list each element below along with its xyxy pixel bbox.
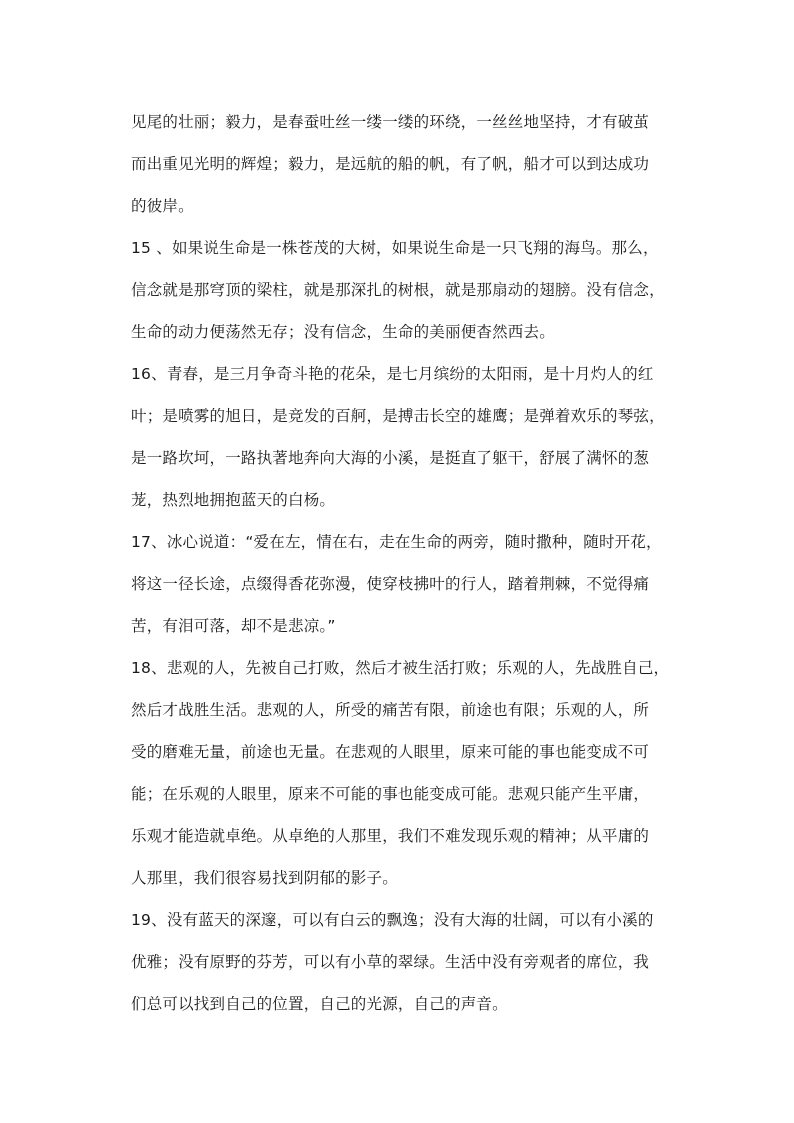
paragraph-willpower <box>131 101 691 227</box>
text-line: 乐观才能造就卓绝。从卓绝的人那里，我们不难发现乐观的精神；从平庸的 <box>131 827 650 845</box>
text-line: 将这一径长途，点缀得香花弥漫，使穿枝拂叶的行人，踏着荆棘，不觉得痛 <box>131 575 650 593</box>
text-line: 人那里，我们很容易找到阴郁的影子。 <box>131 869 398 887</box>
paragraph-16 <box>131 353 691 521</box>
text-line: 生命的动力便荡然无存；没有信念，生命的美丽便杳然西去。 <box>131 323 555 341</box>
text-line: 而出重见光明的辉煌；毅力，是远航的船的帆，有了帆，船才可以到达成功 <box>131 155 650 173</box>
paragraph-19 <box>131 899 691 1025</box>
text-line: 见尾的壮丽；毅力，是春蚕吐丝一缕一缕的环绕，一丝丝地坚持，才有破茧 <box>131 113 650 131</box>
text-line: 受的磨难无量，前途也无量。在悲观的人眼里，原来可能的事也能变成不可 <box>131 743 650 761</box>
text-line: 然后才战胜生活。悲观的人，所受的痛苦有限，前途也有限；乐观的人，所 <box>131 701 650 719</box>
text-line: 15 、如果说生命是一株苍茂的大树，如果说生命是一只飞翔的海鸟。那么， <box>131 239 659 257</box>
text-line: 是一路坎坷，一路执著地奔向大海的小溪，是挺直了躯干，舒展了满怀的葱 <box>131 449 650 467</box>
text-line: 叶；是喷雾的旭日，是竞发的百舸，是搏击长空的雄鹰；是弹着欢乐的琴弦， <box>131 407 665 425</box>
document-body <box>131 101 691 1025</box>
text-line: 17、冰心说道：“爱在左，情在右，走在生命的两旁，随时撒种，随时开花， <box>131 533 662 551</box>
text-line: 的彼岸。 <box>131 197 194 215</box>
text-line: 能；在乐观的人眼里，原来不可能的事也能变成可能。悲观只能产生平庸， <box>131 785 650 803</box>
text-line: 优雅；没有原野的芬芳，可以有小草的翠绿。生活中没有旁观者的席位，我 <box>131 953 650 971</box>
text-line: 们总可以找到自己的位置，自己的光源，自己的声音。 <box>131 995 508 1013</box>
text-line: 苦，有泪可落，却不是悲凉。” <box>131 617 336 635</box>
paragraph-18 <box>131 647 691 899</box>
text-line: 16、青春，是三月争奇斗艳的花朵，是七月缤纷的太阳雨，是十月灼人的红 <box>131 365 654 383</box>
paragraph-17 <box>131 521 691 647</box>
text-line: 19、没有蓝天的深邃，可以有白云的飘逸；没有大海的壮阔，可以有小溪的 <box>131 911 654 929</box>
text-line: 信念就是那穹顶的梁柱，就是那深扎的树根，就是那扇动的翅膀。没有信念， <box>131 281 665 299</box>
paragraph-15 <box>131 227 691 353</box>
text-line: 18、悲观的人，先被自己打败，然后才被生活打败；乐观的人，先战胜自己， <box>131 659 670 677</box>
text-line: 茏，热烈地拥抱蓝天的白杨。 <box>131 491 336 509</box>
